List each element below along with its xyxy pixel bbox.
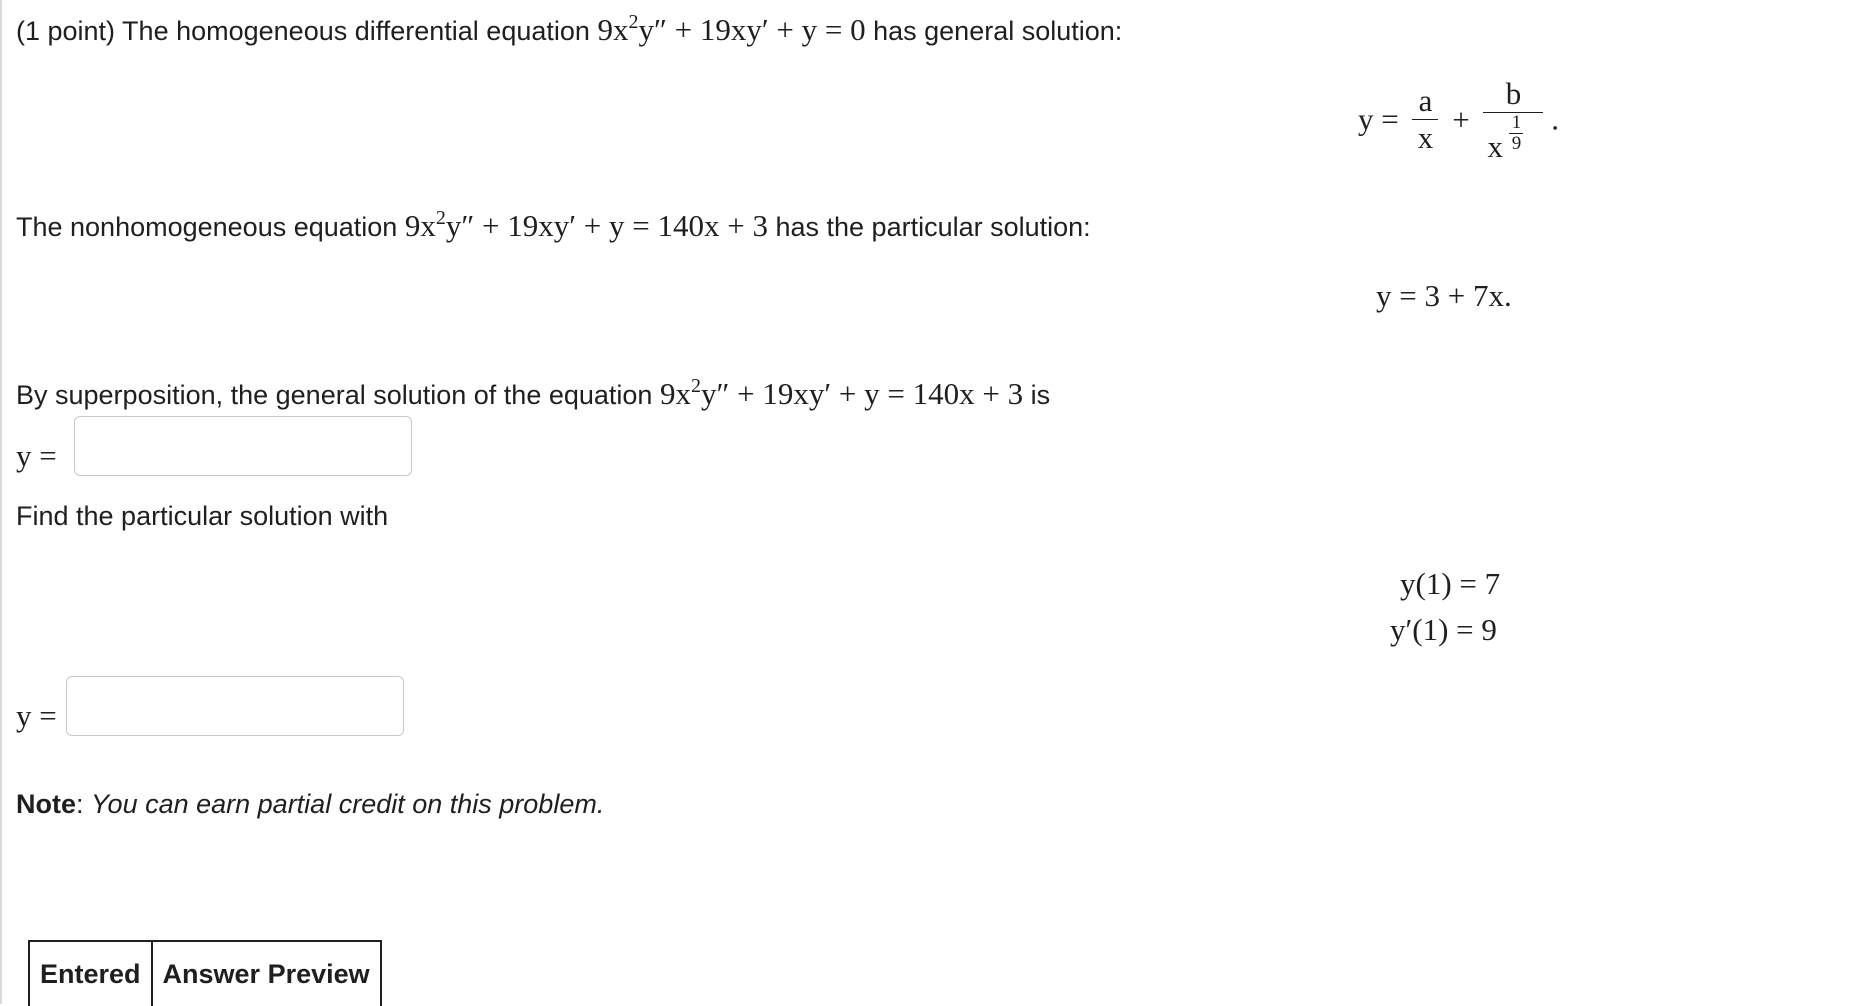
problem-intro-text: (1 point) The homogeneous differential equation (16, 16, 590, 46)
superposition-line: By superposition, the general solution of the equation $9x^2y'' + 19xy' + y = 140x + 3$ is (16, 375, 1051, 411)
answer2-label: y = (16, 698, 57, 733)
find-particular-text: Find the particular solution with (16, 501, 389, 531)
fraction-a-over-x: $\frac{a}{x}$ (1412, 85, 1438, 154)
nonhomogeneous-line: The nonhomogeneous equation $9x^2y'' + 19xy' + y = 140x + 3$ has the particular solution: (16, 207, 1091, 243)
answer1-label: y = (16, 438, 57, 473)
problem-intro-line (16, 11, 1123, 47)
general-solution-input[interactable] (74, 416, 412, 476)
particular-solution-display: y = 3 + 7x. (1376, 278, 1512, 313)
partial-credit-note: Note: You can earn partial credit on this problem. (16, 789, 605, 819)
homogeneous-equation: $9x^2y'' + 19xy' + y = 0$ (597, 11, 866, 47)
results-table-header (28, 940, 382, 1006)
problem-intro-tail: has general solution: (873, 16, 1123, 46)
particular-solution-input[interactable] (66, 676, 404, 736)
answer-preview-column-header: Answer Preview (151, 942, 380, 1006)
nonhomogeneous-equation: $9x^2y'' + 19xy' + y = 140x + 3$ (404, 207, 768, 243)
superposition-equation: $9x^2y'' + 19xy' + y = 140x + 3$ (659, 375, 1024, 411)
initial-condition-2: y′(1) = 9 (1390, 612, 1497, 647)
fraction-b-over-x-power: b x 1 9 (1483, 78, 1543, 161)
initial-condition-1: y(1) = 7 (1400, 566, 1501, 601)
entered-column-header: Entered (40, 958, 141, 989)
general-solution-display: y = $\frac{a}{x}$ + b x 1 9 . (1358, 76, 1559, 164)
